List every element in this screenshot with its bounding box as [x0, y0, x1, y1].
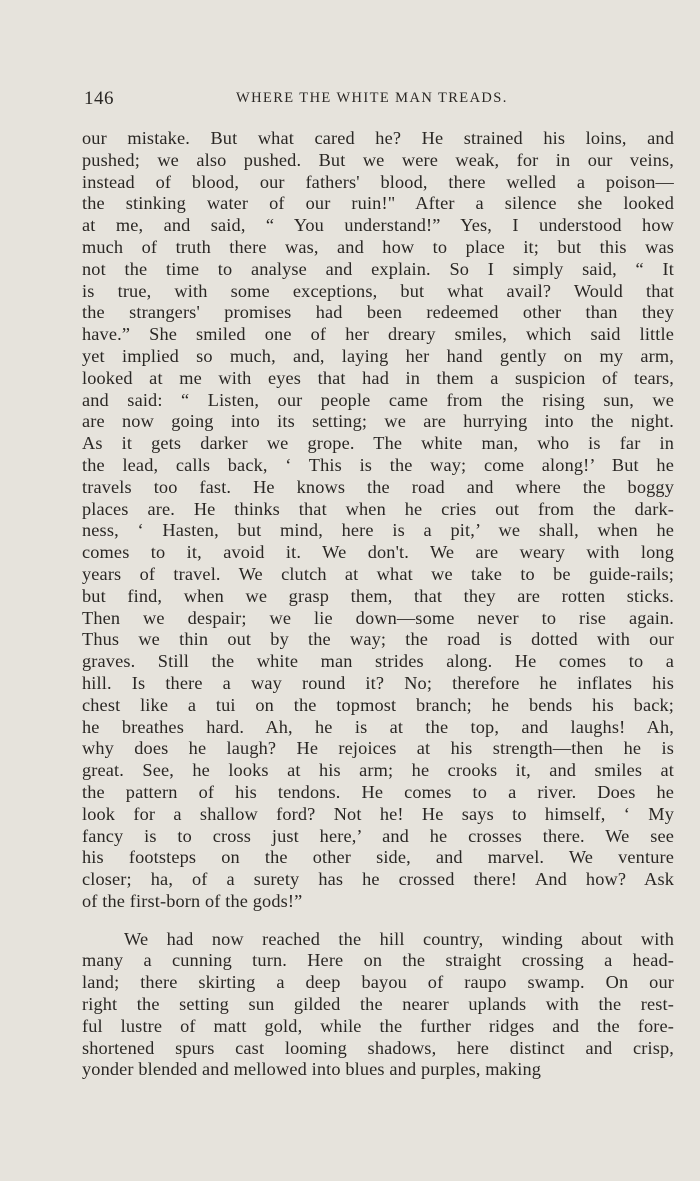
- text-line: years of travel. We clutch at what we take to be guide-rails;: [82, 563, 674, 584]
- text-line: Then we despair; we lie down—some never to rise again.: [82, 607, 674, 628]
- text-line: travels too fast. He knows the road and where the boggy: [82, 476, 674, 497]
- text-line: places are. He thinks that when he cries out from the dark-: [82, 498, 674, 519]
- text-line: hill. Is there a way round it? No; therefore he inflates his: [82, 672, 674, 693]
- text-line: As it gets darker we grope. The white man, who is far in: [82, 433, 674, 454]
- text-line: fancy is to cross just here,’ and he crosses there. We see: [82, 825, 674, 846]
- text-line: Thus we thin out by the way; the road is dotted with our: [82, 629, 674, 650]
- text-line: land; there skirting a deep bayou of raupo swamp. On our: [82, 972, 674, 993]
- text-line: are now going into its setting; we are hurrying into the night.: [82, 411, 674, 432]
- text-line: great. See, he looks at his arm; he crooks it, and smiles at: [82, 760, 674, 781]
- paragraph-2: [82, 929, 674, 1082]
- text-line: comes to it, avoid it. We don't. We are weary with long: [82, 542, 674, 563]
- text-line: yet implied so much, and, laying her hand gently on my arm,: [82, 345, 674, 366]
- text-line: of the first-born of the gods!”: [82, 890, 303, 911]
- text-line: shortened spurs cast looming shadows, here distinct and crisp,: [82, 1037, 674, 1058]
- text-line: not the time to analyse and explain. So I simply said, “ It: [82, 258, 674, 279]
- text-line: he breathes hard. Ah, he is at the top, and laughs! Ah,: [82, 716, 674, 737]
- running-head: [84, 88, 674, 114]
- text-line: closer; ha, of a surety has he crossed there! And how? Ask: [82, 869, 674, 890]
- text-line: looked at me with eyes that had in them a suspicion of tears,: [82, 367, 674, 388]
- text-line: the pattern of his tendons. He comes to a river. Does he: [82, 781, 674, 802]
- text-line: his footsteps on the other side, and marvel. We venture: [82, 847, 674, 868]
- text-line: instead of blood, our fathers' blood, there welled a poison—: [82, 171, 674, 192]
- page-number: 146: [84, 88, 114, 109]
- text-line: is true, with some exceptions, but what avail? Would that: [82, 280, 674, 301]
- text-line: many a cunning turn. Here on the straight crossing a head-: [82, 950, 674, 971]
- text-line: right the setting sun gilded the nearer uplands with the rest-: [82, 994, 674, 1015]
- text-line: at me, and said, “ You understand!” Yes, I understood how: [82, 215, 674, 236]
- paragraph-1: [82, 128, 674, 913]
- body-text: [82, 128, 674, 1081]
- text-line: ness, ‘ Hasten, but mind, here is a pit,’ we shall, when he: [82, 520, 674, 541]
- running-title: WHERE THE WHITE MAN TREADS.: [236, 90, 508, 106]
- text-line: pushed; we also pushed. But we were weak, for in our veins,: [82, 149, 674, 170]
- text-line: the strangers' promises had been redeemed other than they: [82, 302, 674, 323]
- text-line: chest like a tui on the topmost branch; he bends his back;: [82, 694, 674, 715]
- text-line: look for a shallow ford? Not he! He says to himself, ‘ My: [82, 803, 674, 824]
- text-line: ful lustre of matt gold, while the further ridges and the fore-: [82, 1015, 674, 1036]
- text-line: and said: “ Listen, our people came from the rising sun, we: [82, 389, 674, 410]
- text-line: much of truth there was, and how to place it; but this was: [82, 236, 674, 257]
- text-line: the stinking water of our ruin!" After a silence she looked: [82, 193, 674, 214]
- text-line: the lead, calls back, ‘ This is the way; come along!’ But he: [82, 454, 674, 475]
- text-line: our mistake. But what cared he? He strained his loins, and: [82, 128, 674, 148]
- text-line: graves. Still the white man strides along. He comes to a: [82, 651, 674, 672]
- paragraph-gap: [82, 913, 674, 929]
- text-line: We had now reached the hill country, winding about with: [124, 928, 674, 949]
- text-line: but find, when we grasp them, that they are rotten sticks.: [82, 585, 674, 606]
- text-line: why does he laugh? He rejoices at his strength—then he is: [82, 738, 674, 759]
- text-line: have.” She smiled one of her dreary smiles, which said little: [82, 324, 674, 345]
- text-line: yonder blended and mellowed into blues and purples, making: [82, 1059, 542, 1080]
